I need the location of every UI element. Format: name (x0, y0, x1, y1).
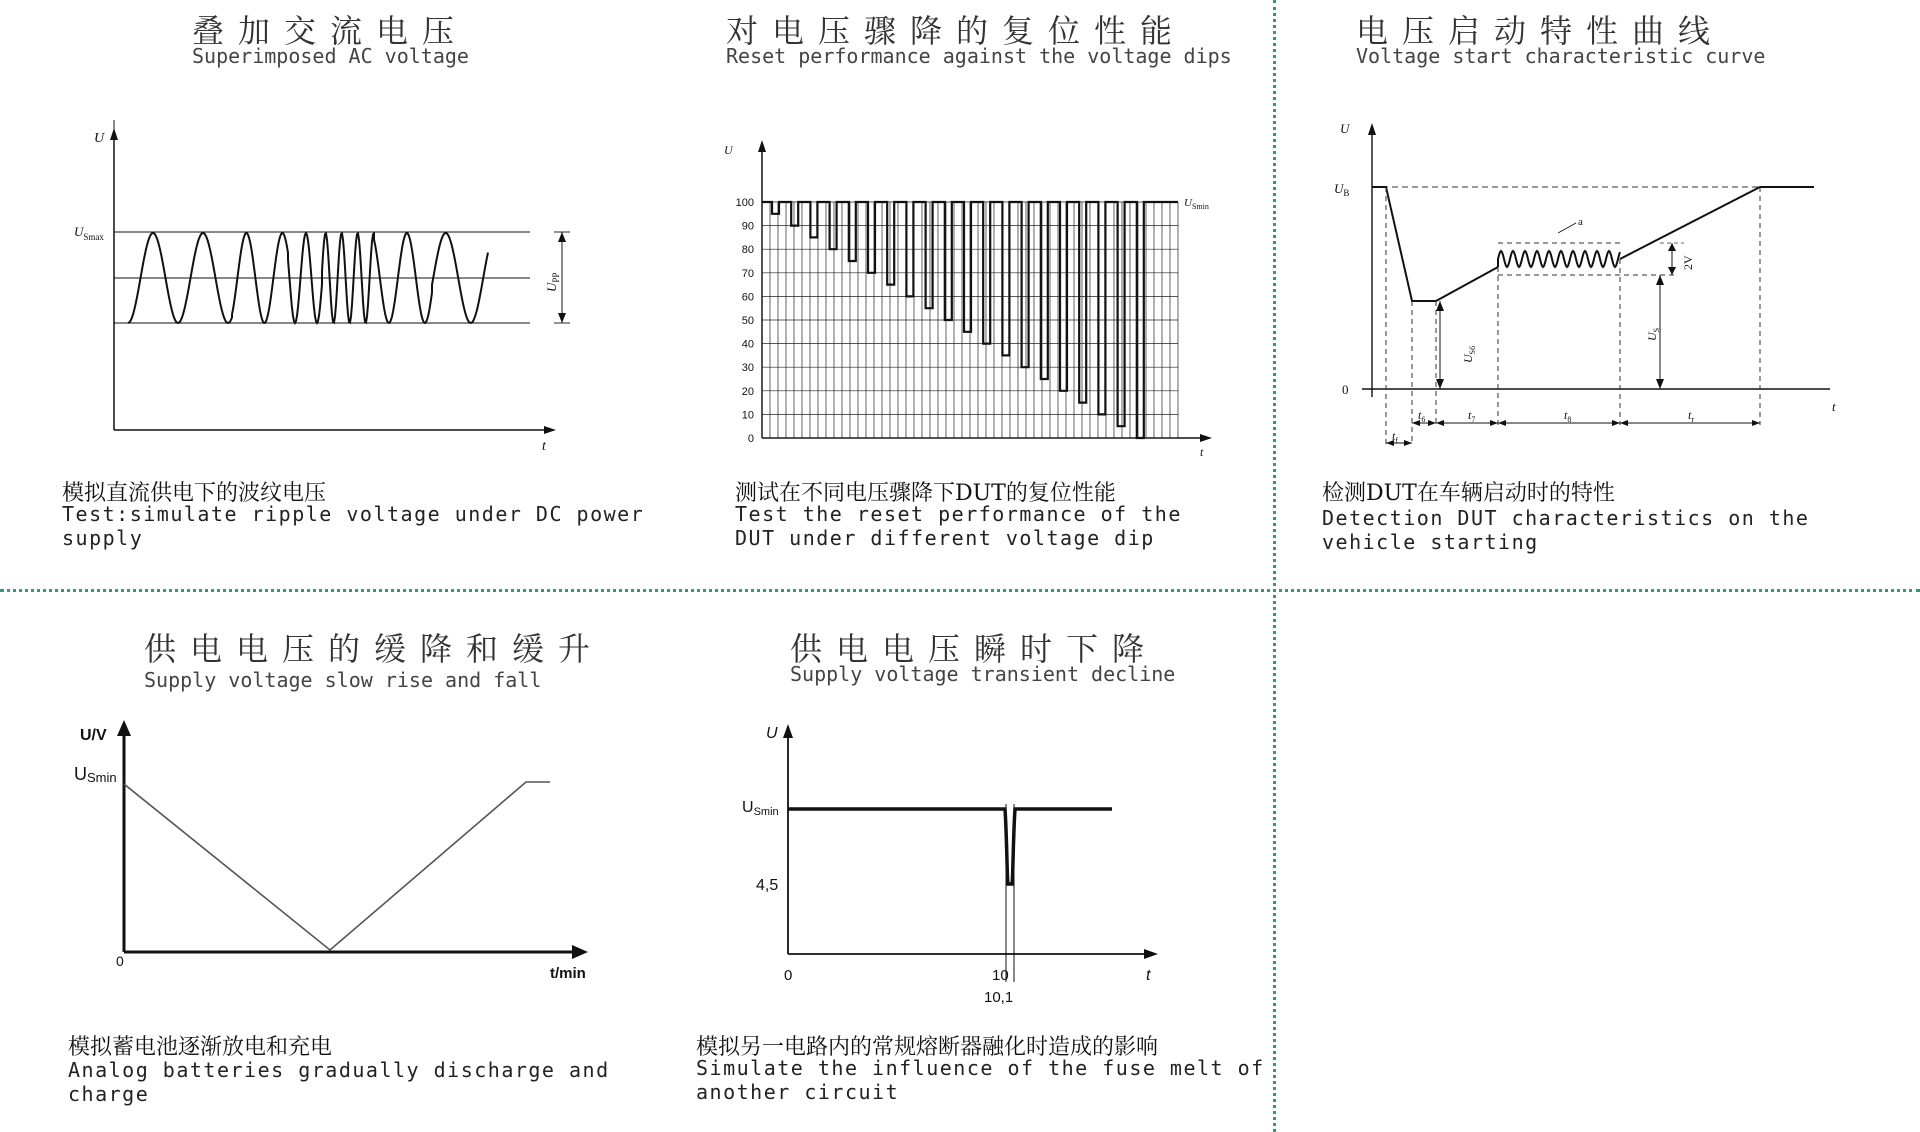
start-ripple (1498, 251, 1620, 267)
dips-x-label: t (1200, 445, 1204, 459)
start-ub-label: $U_B$ (1334, 181, 1350, 198)
dips-ytick-label: 60 (741, 291, 754, 304)
dips-ytick-label: 10 (741, 409, 754, 422)
slow-title-en: Supply voltage slow rise and fall (144, 668, 542, 692)
dips-usmin-label: $U_{Smin}$ (1184, 197, 1209, 211)
slow-curve (124, 782, 550, 950)
ripple-upp-label: $U_{PP}$ (544, 272, 561, 292)
transient-desc-cn: 模拟另一电路内的常规熔断器融化时造成的影响 (696, 1035, 1159, 1060)
ripple-usmax-label: $U_{Smax}$ (74, 224, 104, 242)
slow-title-cn: 供电电压的缓降和缓升 (144, 630, 605, 668)
dips-desc-en: Test the reset performance of the DUT under different voltage dip (735, 502, 1182, 550)
transient-desc-en: Simulate the influence of the fuse melt of another circuit (696, 1056, 1265, 1104)
start-t8-label: $t_8$ (1564, 408, 1572, 424)
dips-ytick-label: 70 (741, 267, 754, 280)
transient-zero-label: 0 (784, 967, 793, 984)
start-a-label: a (1578, 216, 1583, 228)
start-title-cn: 电压启动特性曲线 (1356, 12, 1725, 50)
dips-title-en: Reset performance against the voltage dips (726, 44, 1232, 68)
transient-y-label: U (766, 725, 778, 742)
start-tr-label: $t_r$ (1688, 408, 1695, 424)
start-y-label: U (1340, 121, 1350, 136)
start-desc-en: Detection DUT characteristics on the vehicle starting (1322, 506, 1810, 554)
start-title-en: Voltage start characteristic curve (1356, 44, 1766, 68)
slow-zero-label: 0 (116, 953, 124, 969)
dips-ytick-label: 20 (741, 385, 754, 398)
start-desc-cn: 检测DUT在车辆启动时的特性 (1322, 481, 1615, 506)
transient-usmin-label: USmin (742, 799, 779, 818)
dips-desc-cn: 测试在不同电压骤降下DUT的复位性能 (735, 481, 1116, 506)
start-diagram (1320, 115, 1880, 455)
transient-level-label: 4,5 (756, 877, 779, 894)
start-curve-drop (1372, 187, 1498, 301)
start-t6-label: $t_6$ (1418, 408, 1426, 424)
vertical-divider (1273, 0, 1276, 1132)
slow-desc-cn: 模拟蓄电池逐渐放电和充电 (68, 1035, 333, 1060)
ripple-diagram (60, 120, 660, 460)
horizontal-divider (0, 589, 1920, 592)
slow-y-label: U/V (80, 727, 107, 744)
slow-x-label: t/min (550, 965, 586, 982)
start-zero-label: 0 (1342, 382, 1349, 397)
start-us-label: $U_S$ (1645, 327, 1661, 341)
slow-diagram (66, 718, 626, 998)
ripple-desc-en: Test:simulate ripple voltage under DC power supply (62, 502, 645, 550)
ripple-y-label: U (94, 131, 105, 146)
transient-x-label: t (1146, 967, 1151, 984)
start-curve-rise (1620, 187, 1814, 259)
dips-title-cn: 对电压骤降的复位性能 (726, 12, 1187, 50)
transient-curve (788, 809, 1112, 884)
start-us6-label: $U_{S6}$ (1461, 345, 1477, 363)
start-2v-label: 2V (1681, 255, 1695, 270)
transient-title-en: Supply voltage transient decline (790, 662, 1176, 686)
dips-ytick-label: 40 (741, 338, 754, 351)
transient-t10-label: 10 (992, 967, 1009, 984)
dips-diagram (700, 130, 1220, 460)
dips-ytick-label: 100 (735, 197, 754, 209)
slow-desc-en: Analog batteries gradually discharge and charge (68, 1058, 610, 1106)
ripple-title-en: Superimposed AC voltage (192, 44, 469, 68)
ripple-desc-cn: 模拟直流供电下的波纹电压 (62, 481, 327, 506)
dips-ytick-label: 0 (747, 433, 754, 445)
transient-t101-label: 10,1 (984, 989, 1014, 1006)
dips-y-label: U (724, 143, 733, 157)
dips-ytick-label: 90 (741, 220, 754, 233)
start-tf-label: $t_f$ (1392, 429, 1399, 445)
dips-ytick-label: 50 (741, 315, 754, 327)
transient-title-cn: 供电电压瞬时下降 (790, 630, 1159, 668)
dips-ytick-label: 80 (741, 244, 754, 257)
dips-ytick-label: 30 (741, 362, 754, 375)
transient-diagram (732, 720, 1172, 1020)
slow-usmin-label: USmin (74, 764, 117, 785)
start-x-label: t (1832, 399, 1836, 414)
ripple-title-cn: 叠加交流电压 (192, 12, 469, 50)
start-t7-label: $t_7$ (1468, 408, 1476, 424)
ripple-x-label: t (542, 439, 546, 454)
